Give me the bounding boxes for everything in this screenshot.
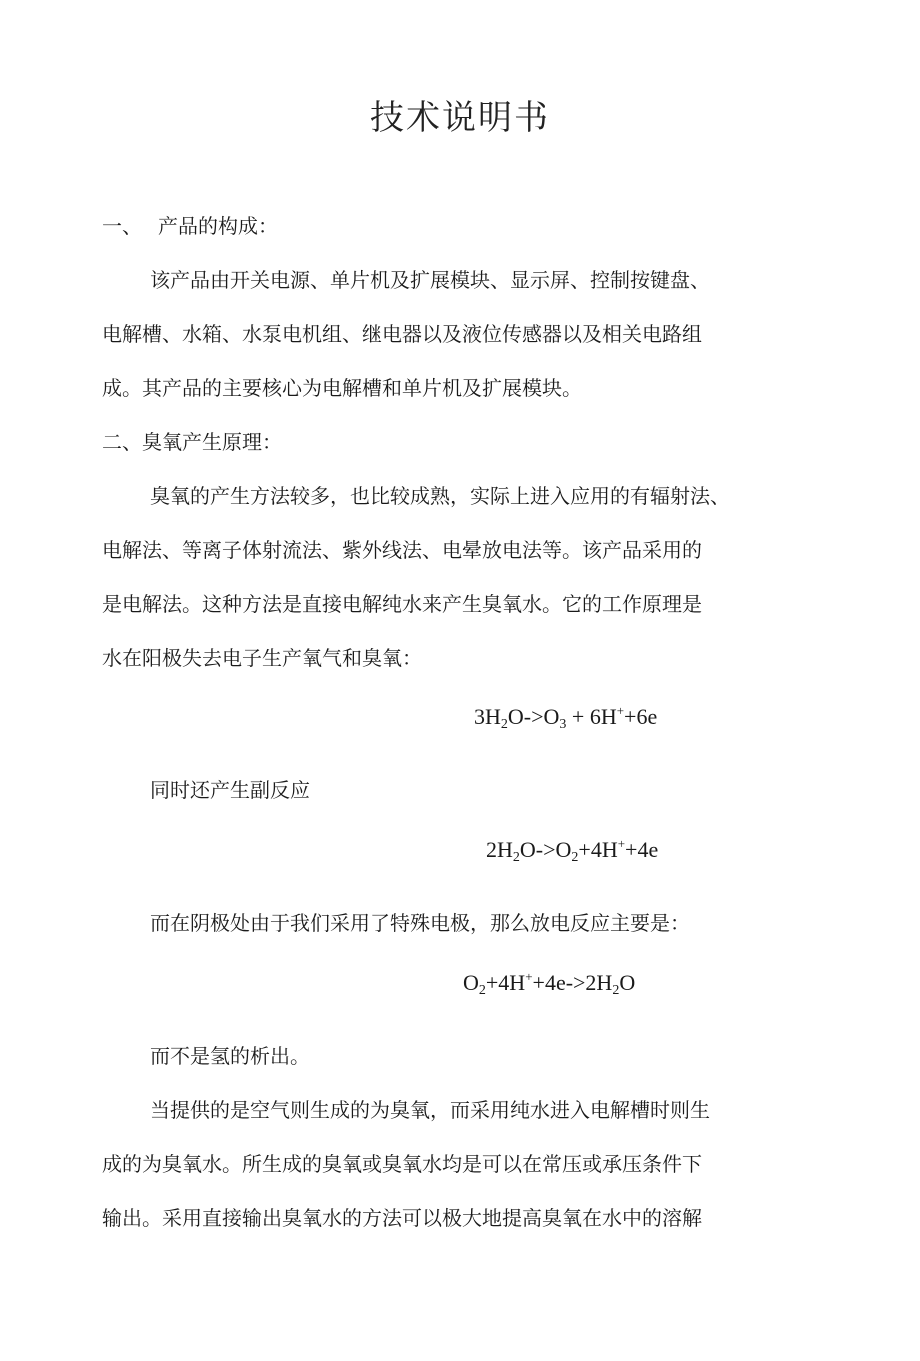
section1-heading-row	[102, 212, 278, 240]
section1-para-line-3: 成。其产品的主要核心为电解槽和单片机及扩展模块。	[102, 376, 582, 400]
section2-para2-line-1: 当提供的是空气则生成的为臭氧，而采用纯水进入电解槽时则生	[150, 1098, 710, 1122]
section2-para1-line-3: 是电解法。这种方法是直接电解纯水来产生臭氧水。它的工作原理是	[102, 592, 702, 616]
cathode-text: 而在阴极处由于我们采用了特殊电极，那么放电反应主要是：	[150, 911, 690, 935]
equation-anode: $3H_2O->O_3 + 6H^++6e$	[474, 703, 658, 732]
section2-heading: 二、臭氧产生原理：	[102, 430, 282, 454]
section2-para2-line-2: 成的为臭氧水。所生成的臭氧或臭氧水均是可以在常压或承压条件下	[102, 1152, 702, 1176]
section1-para-line-1: 该产品由开关电源、单片机及扩展模块、显示屏、控制按键盘、	[150, 268, 710, 292]
section2-para1-line-1: 臭氧的产生方法较多，也比较成熟，实际上进入应用的有辐射法、	[150, 484, 730, 508]
equation-cathode: $O_2+4H^++4e->2H_2O$	[463, 969, 636, 998]
not-hydrogen-text: 而不是氢的析出。	[150, 1044, 310, 1068]
side-reaction-text: 同时还产生副反应	[150, 778, 310, 802]
section2-para1-line-4: 水在阳极失去电子生产氧气和臭氧：	[102, 646, 422, 670]
section2-para1-line-2: 电解法、等离子体射流法、紫外线法、电晕放电法等。该产品采用的	[102, 538, 702, 562]
equation-side-reaction: $2H_2O->O_2+4H^++4e$	[486, 836, 659, 865]
section1-para-line-2: 电解槽、水箱、水泵电机组、继电器以及液位传感器以及相关电路组	[102, 322, 702, 346]
document-title: 技术说明书	[370, 98, 550, 138]
section1-number: 一、	[102, 214, 142, 238]
section2-para2-line-3: 输出。采用直接输出臭氧水的方法可以极大地提高臭氧在水中的溶解	[102, 1206, 702, 1230]
section1-heading: 产品的构成：	[158, 214, 278, 238]
